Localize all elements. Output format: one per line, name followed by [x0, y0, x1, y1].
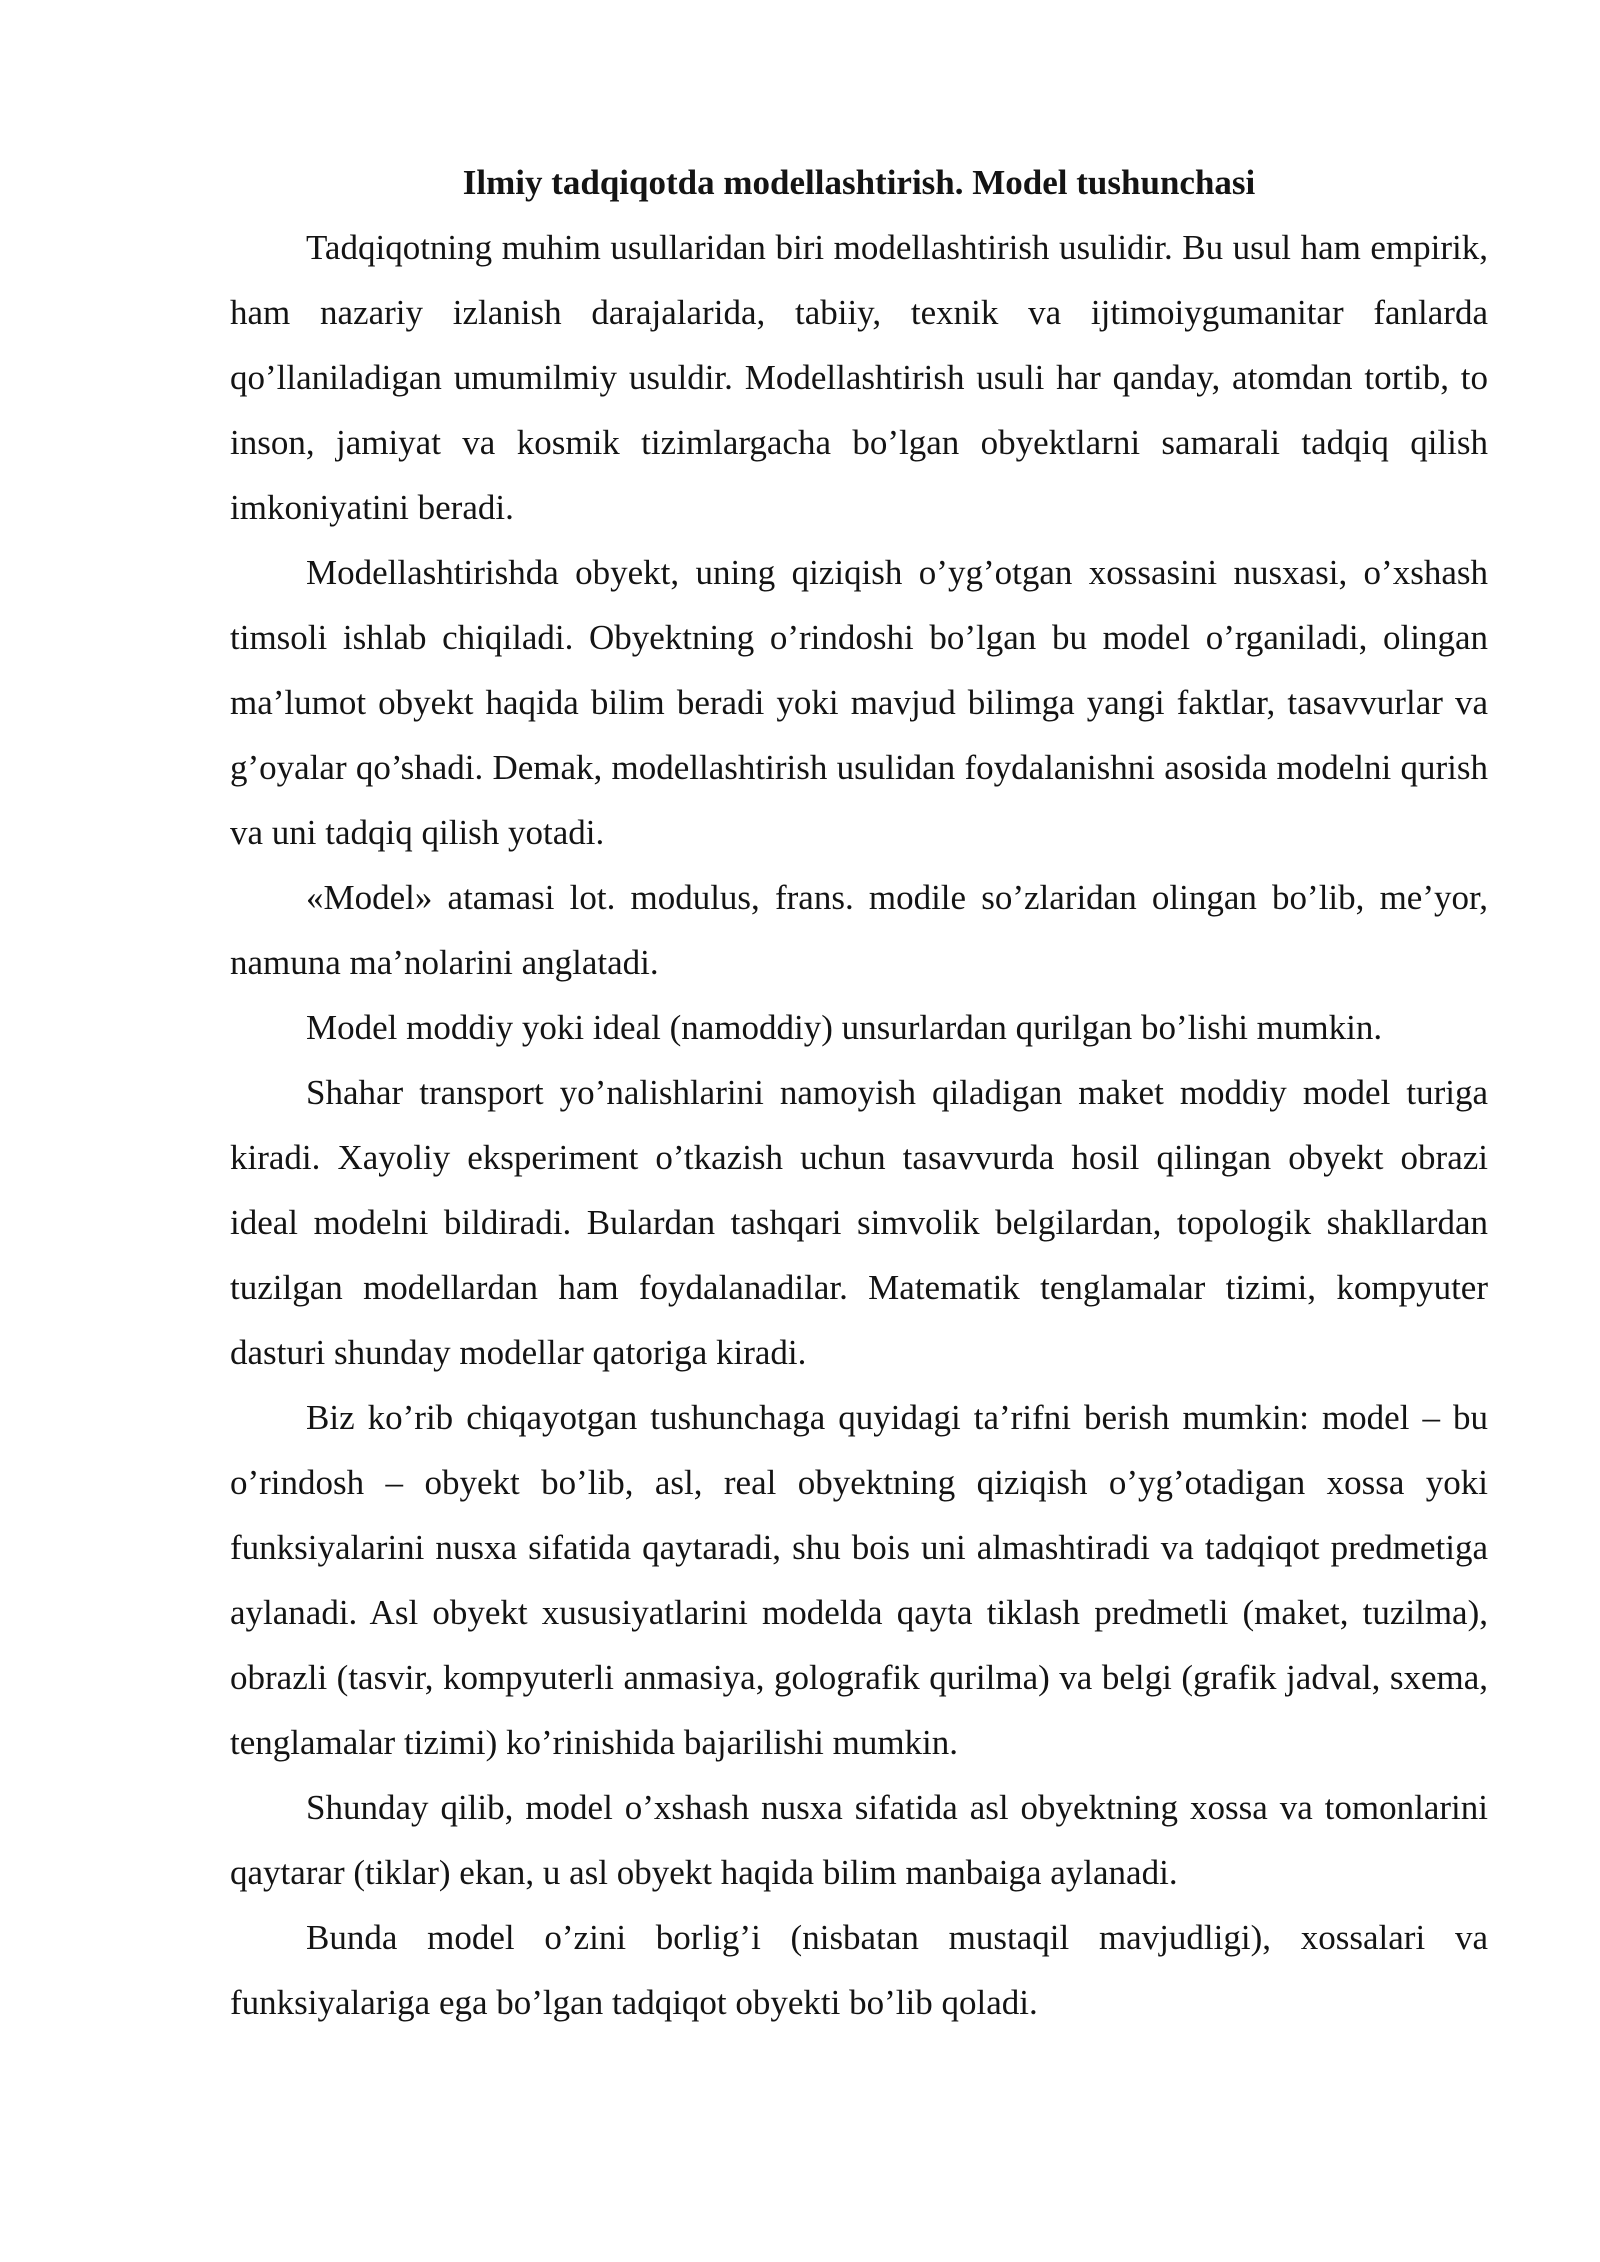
- paragraph-4: Model moddiy yoki ideal (namoddiy) unsurlardan qurilgan bo’lishi mumkin.: [306, 1008, 1383, 1047]
- paragraph-8: Bunda model o’zini borlig’i (nisbatan mustaqil mavjudligi), xossalari va funksiyalariga ega bo’lgan tadqiqot obyekti bo’lib qoladi.: [230, 1918, 1488, 2022]
- paragraph-5: Shahar transport yo’nalishlarini namoyish qiladigan maket moddiy model turiga kiradi. Xayoliy eksperiment o’tkazish uchun tasavvurda hosil qilingan obyekt obrazi ideal modelni bildiradi. Bulardan tashqari simvolik belgilardan, topologik shakllardan tuzilgan modellardan ham foydalanadilar. Matematik tenglamalar tizimi, kompyuter dasturi shunday modellar qatoriga kiradi.: [230, 1073, 1488, 1372]
- paragraph-2: Modellashtirishda obyekt, uning qiziqish o’yg’otgan xossasini nusxasi, o’xshash timsoli ishlab chiqiladi. Obyektning o’rindoshi bo’lgan bu model o’rganiladi, olingan ma’lumot obyekt haqida bilim beradi yoki mavjud bilimga yangi faktlar, tasavvurlar va g’oyalar qo’shadi. Demak, modellashtirish usulidan foydalanishni asosida modelni qurish va uni tadqiq qilish yotadi.: [230, 553, 1488, 852]
- paragraph-3: «Model» atamasi lot. modulus, frans. modile so’zlaridan olingan bo’lib, me’yor, namuna ma’nolarini anglatadi.: [230, 878, 1488, 982]
- paragraph-1: Tadqiqotning muhim usullaridan biri modellashtirish usulidir. Bu usul ham empirik, ham nazariy izlanish darajalarida, tabiiy, texnik va ijtimoiygumanitar fanlarda qo’llaniladigan umumilmiy usuldir. Modellashtirish usuli har qanday, atomdan tortib, to inson, jamiyat va kosmik tizimlargacha bo’lgan obyektlarni samarali tadqiq qilish imkoniyatini beradi.: [230, 228, 1488, 527]
- document-title: Ilmiy tadqiqotda modellashtirish. Model tushunchasi: [462, 163, 1256, 202]
- paragraph-6: Biz ko’rib chiqayotgan tushunchaga quyidagi ta’rifni berish mumkin: model – bu o’rindosh – obyekt bo’lib, asl, real obyektning qiziqish o’yg’otadigan xossa yoki funksiyalarini nusxa sifatida qaytaradi, shu bois uni almashtiradi va tadqiqot predmetiga aylanadi. Asl obyekt xususiyatlarini modelda qayta tiklash predmetli (maket, tuzilma), obrazli (tasvir, kompyuterli anmasiya, golografik qurilma) va belgi (grafik jadval, sxema, tenglamalar tizimi) ko’rinishida bajarilishi mumkin.: [230, 1398, 1488, 1762]
- paragraph-7: Shunday qilib, model o’xshash nusxa sifatida asl obyektning xossa va tomonlarini qaytarar (tiklar) ekan, u asl obyekt haqida bilim manbaiga aylanadi.: [230, 1788, 1488, 1892]
- document-body: [230, 150, 1488, 2035]
